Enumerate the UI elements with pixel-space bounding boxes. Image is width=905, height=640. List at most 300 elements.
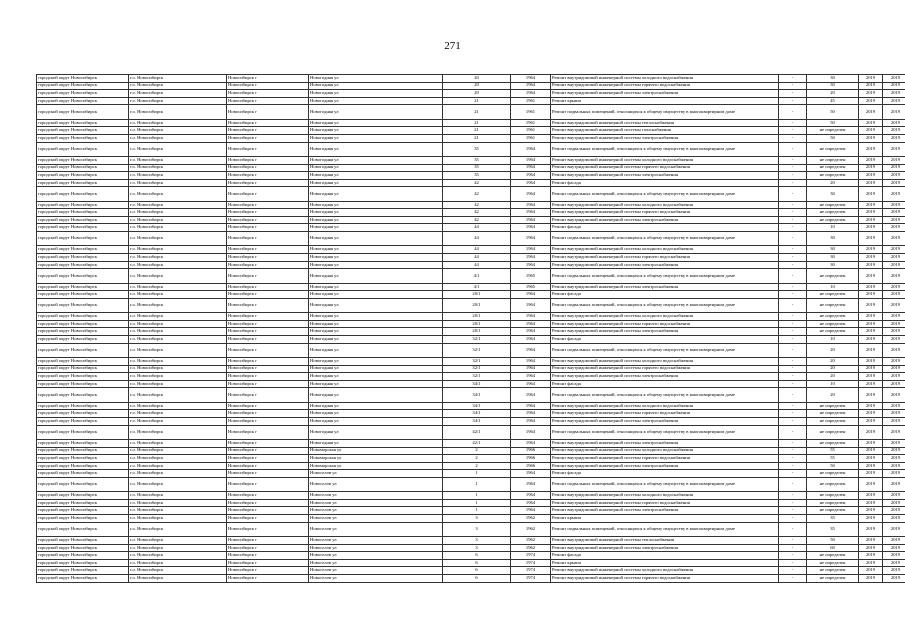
cell-end-year: 2019 [883, 537, 905, 545]
cell-house: 42 [443, 209, 511, 217]
table-row [37, 567, 905, 575]
cell-plan-year: 2019 [859, 156, 883, 164]
cell-work-type: Ремонт внутридомовой инженерной системы холодного водоснабжения [551, 313, 779, 321]
cell-year: 1964 [511, 357, 551, 365]
table-row [37, 320, 905, 328]
cell-street: Новоселов ул [309, 499, 443, 507]
cell-house: 20 [443, 82, 511, 90]
cell-city: Новосибирск г [227, 544, 309, 552]
cell-district: городской округ Новосибирск [37, 298, 129, 312]
table-row [37, 232, 905, 246]
cell-district: городской округ Новосибирск [37, 380, 129, 388]
table-row [37, 507, 905, 515]
cell-city: Новосибирск г [227, 499, 309, 507]
cell-cost: 50 [807, 105, 859, 119]
cell-house: 34/1 [443, 380, 511, 388]
cell-cost: 50 [807, 134, 859, 142]
table-row [37, 172, 905, 180]
cell-house: 20/1 [443, 291, 511, 299]
cell-city: Новосибирск г [227, 365, 309, 373]
cell-extra: - [779, 388, 807, 402]
cell-extra: - [779, 515, 807, 523]
cell-municipality: г.о. Новосибирск [129, 232, 227, 246]
cell-municipality: г.о. Новосибирск [129, 417, 227, 425]
cell-year: 1964 [511, 201, 551, 209]
cell-cost: не определен [807, 425, 859, 439]
cell-work-type: Ремонт подвальных помещений, относящихся к общему имуществу в многоквартирном доме [551, 522, 779, 536]
cell-house: 32/1 [443, 343, 511, 357]
cell-cost: 20 [807, 365, 859, 373]
cell-cost: 55 [807, 455, 859, 463]
cell-plan-year: 2019 [859, 172, 883, 180]
table-row [37, 291, 905, 299]
cell-work-type: Ремонт крыши [551, 97, 779, 105]
cell-municipality: г.о. Новосибирск [129, 522, 227, 536]
cell-district: городской округ Новосибирск [37, 75, 129, 83]
cell-house: 32/1 [443, 373, 511, 381]
cell-municipality: г.о. Новосибирск [129, 575, 227, 583]
cell-plan-year: 2019 [859, 357, 883, 365]
cell-end-year: 2019 [883, 142, 905, 156]
table-row [37, 447, 905, 455]
cell-year: 1964 [511, 477, 551, 491]
cell-year: 1964 [511, 492, 551, 500]
cell-house: 44 [443, 232, 511, 246]
cell-street: Новоселов ул [309, 507, 443, 515]
table-row [37, 90, 905, 98]
cell-district: городской округ Новосибирск [37, 417, 129, 425]
cell-district: городской округ Новосибирск [37, 254, 129, 262]
cell-work-type: Ремонт фасада [551, 552, 779, 560]
cell-plan-year: 2019 [859, 97, 883, 105]
cell-district: городской округ Новосибирск [37, 447, 129, 455]
cell-year: 1964 [511, 343, 551, 357]
cell-city: Новосибирск г [227, 552, 309, 560]
cell-street: Новоселов ул [309, 559, 443, 567]
cell-work-type: Ремонт внутридомовой инженерной системы электроснабжения [551, 283, 779, 291]
table-row [37, 439, 905, 447]
cell-house: 4/1 [443, 283, 511, 291]
cell-street: Новогодняя ул [309, 232, 443, 246]
cell-district: городской округ Новосибирск [37, 575, 129, 583]
cell-end-year: 2019 [883, 82, 905, 90]
cell-district: городской округ Новосибирск [37, 455, 129, 463]
cell-plan-year: 2019 [859, 365, 883, 373]
cell-extra: - [779, 567, 807, 575]
cell-work-type: Ремонт внутридомовой инженерной системы электроснабжения [551, 90, 779, 98]
cell-year: 1962 [511, 537, 551, 545]
cell-extra: - [779, 209, 807, 217]
cell-year: 1964 [511, 172, 551, 180]
table-row [37, 209, 905, 217]
cell-district: городской округ Новосибирск [37, 537, 129, 545]
cell-house: 42 [443, 179, 511, 187]
cell-cost: не определен [807, 439, 859, 447]
cell-street: Новоселов ул [309, 544, 443, 552]
cell-plan-year: 2019 [859, 537, 883, 545]
cell-work-type: Ремонт внутридомовой инженерной системы теплоснабжения [551, 119, 779, 127]
cell-end-year: 2019 [883, 455, 905, 463]
cell-extra: - [779, 343, 807, 357]
cell-district: городской округ Новосибирск [37, 156, 129, 164]
cell-end-year: 2019 [883, 313, 905, 321]
cell-cost: 20 [807, 179, 859, 187]
cell-street: Новогодняя ул [309, 216, 443, 224]
cell-year: 1964 [511, 373, 551, 381]
cell-municipality: г.о. Новосибирск [129, 425, 227, 439]
cell-year: 1964 [511, 388, 551, 402]
cell-plan-year: 2019 [859, 216, 883, 224]
cell-cost: 60 [807, 544, 859, 552]
cell-extra: - [779, 336, 807, 344]
cell-district: городской округ Новосибирск [37, 470, 129, 478]
cell-cost: 30 [807, 75, 859, 83]
cell-municipality: г.о. Новосибирск [129, 127, 227, 135]
cell-plan-year: 2019 [859, 298, 883, 312]
table-row [37, 224, 905, 232]
cell-city: Новосибирск г [227, 97, 309, 105]
table-row [37, 410, 905, 418]
table-row [37, 216, 905, 224]
cell-work-type: Ремонт внутридомовой инженерной системы электроснабжения [551, 417, 779, 425]
cell-extra: - [779, 462, 807, 470]
cell-year: 1974 [511, 552, 551, 560]
cell-plan-year: 2019 [859, 417, 883, 425]
cell-end-year: 2019 [883, 388, 905, 402]
table-row [37, 82, 905, 90]
cell-city: Новосибирск г [227, 402, 309, 410]
cell-municipality: г.о. Новосибирск [129, 224, 227, 232]
cell-street: Новогодняя ул [309, 380, 443, 388]
cell-district: городской округ Новосибирск [37, 343, 129, 357]
cell-cost: 30 [807, 232, 859, 246]
cell-cost: 30 [807, 187, 859, 201]
cell-work-type: Ремонт внутридомовой инженерной системы горячего водоснабжения [551, 320, 779, 328]
cell-street: Новогодняя ул [309, 97, 443, 105]
cell-municipality: г.о. Новосибирск [129, 336, 227, 344]
cell-city: Новосибирск г [227, 119, 309, 127]
cell-year: 1961 [511, 127, 551, 135]
cell-plan-year: 2019 [859, 515, 883, 523]
cell-street: Новогодняя ул [309, 373, 443, 381]
cell-city: Новосибирск г [227, 254, 309, 262]
cell-cost: не определен [807, 313, 859, 321]
cell-extra: - [779, 283, 807, 291]
table-row [37, 552, 905, 560]
cell-work-type: Ремонт подвальных помещений, относящихся к общему имуществу в многоквартирном доме [551, 343, 779, 357]
cell-city: Новосибирск г [227, 343, 309, 357]
cell-street: Новоселов ул [309, 575, 443, 583]
cell-end-year: 2019 [883, 507, 905, 515]
cell-city: Новосибирск г [227, 313, 309, 321]
page-number: 271 [444, 40, 461, 52]
cell-plan-year: 2019 [859, 507, 883, 515]
cell-extra: - [779, 105, 807, 119]
cell-street: Новогодняя ул [309, 365, 443, 373]
cell-house: 44 [443, 254, 511, 262]
cell-extra: - [779, 365, 807, 373]
cell-extra: - [779, 477, 807, 491]
cell-city: Новосибирск г [227, 179, 309, 187]
cell-municipality: г.о. Новосибирск [129, 439, 227, 447]
cell-street: Новогодняя ул [309, 439, 443, 447]
cell-work-type: Ремонт подвальных помещений, относящихся к общему имуществу в многоквартирном доме [551, 187, 779, 201]
cell-municipality: г.о. Новосибирск [129, 90, 227, 98]
cell-extra: - [779, 455, 807, 463]
cell-plan-year: 2019 [859, 134, 883, 142]
cell-cost: не определен [807, 320, 859, 328]
cell-street: Новогодняя ул [309, 410, 443, 418]
cell-plan-year: 2019 [859, 313, 883, 321]
cell-year: 1974 [511, 559, 551, 567]
cell-municipality: г.о. Новосибирск [129, 365, 227, 373]
cell-end-year: 2019 [883, 373, 905, 381]
cell-district: городской округ Новосибирск [37, 172, 129, 180]
table-row [37, 515, 905, 523]
cell-cost: не определен [807, 328, 859, 336]
cell-end-year: 2019 [883, 172, 905, 180]
cell-municipality: г.о. Новосибирск [129, 462, 227, 470]
cell-street: Новогодняя ул [309, 291, 443, 299]
cell-cost: 30 [807, 82, 859, 90]
table-row [37, 269, 905, 283]
cell-work-type: Ремонт подвальных помещений, относящихся к общему имуществу в многоквартирном доме [551, 388, 779, 402]
cell-district: городской округ Новосибирск [37, 261, 129, 269]
cell-municipality: г.о. Новосибирск [129, 357, 227, 365]
cell-year: 1964 [511, 291, 551, 299]
repair-schedule-table [36, 74, 905, 583]
cell-house: 3 [443, 537, 511, 545]
cell-street: Новогодняя ул [309, 187, 443, 201]
cell-end-year: 2019 [883, 544, 905, 552]
cell-house: 42/1 [443, 439, 511, 447]
cell-plan-year: 2019 [859, 90, 883, 98]
cell-cost: не определен [807, 567, 859, 575]
cell-city: Новосибирск г [227, 156, 309, 164]
cell-street: Новоселов ул [309, 477, 443, 491]
table-row [37, 127, 905, 135]
cell-city: Новосибирск г [227, 462, 309, 470]
cell-street: Новогодняя ул [309, 388, 443, 402]
cell-district: городской округ Новосибирск [37, 313, 129, 321]
cell-city: Новосибирск г [227, 447, 309, 455]
cell-municipality: г.о. Новосибирск [129, 179, 227, 187]
cell-extra: - [779, 410, 807, 418]
table-row [37, 187, 905, 201]
cell-district: городской округ Новосибирск [37, 507, 129, 515]
cell-district: городской округ Новосибирск [37, 499, 129, 507]
cell-end-year: 2019 [883, 492, 905, 500]
cell-year: 1964 [511, 224, 551, 232]
table-row [37, 402, 905, 410]
cell-work-type: Ремонт внутридомовой инженерной системы электроснабжения [551, 216, 779, 224]
cell-extra: - [779, 447, 807, 455]
cell-year: 1964 [511, 261, 551, 269]
cell-work-type: Ремонт крыши [551, 559, 779, 567]
cell-street: Новоселов ул [309, 470, 443, 478]
cell-city: Новосибирск г [227, 417, 309, 425]
cell-end-year: 2019 [883, 127, 905, 135]
cell-city: Новосибирск г [227, 298, 309, 312]
cell-street: Новогодняя ул [309, 417, 443, 425]
table-row [37, 246, 905, 254]
cell-end-year: 2019 [883, 470, 905, 478]
cell-district: городской округ Новосибирск [37, 134, 129, 142]
cell-work-type: Ремонт внутридомовой инженерной системы электроснабжения [551, 439, 779, 447]
table-row [37, 380, 905, 388]
cell-extra: - [779, 522, 807, 536]
table-row [37, 470, 905, 478]
cell-cost: 50 [807, 119, 859, 127]
cell-street: Новогодняя ул [309, 402, 443, 410]
cell-work-type: Ремонт подвальных помещений, относящихся к общему имуществу в многоквартирном доме [551, 142, 779, 156]
cell-plan-year: 2019 [859, 320, 883, 328]
cell-year: 1964 [511, 380, 551, 388]
cell-year: 1966 [511, 455, 551, 463]
cell-year: 1964 [511, 298, 551, 312]
cell-house: 35 [443, 172, 511, 180]
cell-district: городской округ Новосибирск [37, 105, 129, 119]
cell-extra: - [779, 224, 807, 232]
cell-extra: - [779, 179, 807, 187]
cell-cost: 20 [807, 357, 859, 365]
cell-street: Новогодняя ул [309, 201, 443, 209]
cell-street: Новогодняя ул [309, 119, 443, 127]
cell-end-year: 2019 [883, 105, 905, 119]
cell-city: Новосибирск г [227, 269, 309, 283]
table-row [37, 455, 905, 463]
cell-work-type: Ремонт внутридомовой инженерной системы электроснабжения [551, 507, 779, 515]
cell-house: 44 [443, 261, 511, 269]
cell-year: 1964 [511, 365, 551, 373]
cell-municipality: г.о. Новосибирск [129, 313, 227, 321]
cell-work-type: Ремонт крыши [551, 515, 779, 523]
cell-cost: 10 [807, 283, 859, 291]
cell-city: Новосибирск г [227, 320, 309, 328]
cell-district: городской округ Новосибирск [37, 97, 129, 105]
cell-house: 6 [443, 567, 511, 575]
cell-plan-year: 2019 [859, 402, 883, 410]
cell-street: Новогодняя ул [309, 343, 443, 357]
table-row [37, 492, 905, 500]
cell-house: 1 [443, 477, 511, 491]
cell-municipality: г.о. Новосибирск [129, 105, 227, 119]
cell-house: 1 [443, 492, 511, 500]
cell-extra: - [779, 75, 807, 83]
cell-year: 1964 [511, 164, 551, 172]
cell-work-type: Ремонт внутридомовой инженерной системы холодного водоснабжения [551, 402, 779, 410]
cell-house: 6 [443, 552, 511, 560]
cell-plan-year: 2019 [859, 119, 883, 127]
cell-extra: - [779, 164, 807, 172]
cell-extra: - [779, 537, 807, 545]
table-row [37, 119, 905, 127]
cell-city: Новосибирск г [227, 515, 309, 523]
cell-plan-year: 2019 [859, 477, 883, 491]
cell-house: 42/1 [443, 425, 511, 439]
cell-cost: не определен [807, 156, 859, 164]
cell-work-type: Ремонт внутридомовой инженерной системы горячего водоснабжения [551, 365, 779, 373]
cell-municipality: г.о. Новосибирск [129, 402, 227, 410]
cell-street: Новогодняя ул [309, 75, 443, 83]
cell-end-year: 2019 [883, 179, 905, 187]
cell-cost: 45 [807, 97, 859, 105]
cell-street: Новоселов ул [309, 515, 443, 523]
cell-cost: не определен [807, 142, 859, 156]
cell-municipality: г.о. Новосибирск [129, 552, 227, 560]
cell-plan-year: 2019 [859, 544, 883, 552]
cell-cost: не определен [807, 127, 859, 135]
cell-extra: - [779, 90, 807, 98]
cell-work-type: Ремонт внутридомовой инженерной системы электроснабжения [551, 172, 779, 180]
cell-municipality: г.о. Новосибирск [129, 343, 227, 357]
cell-year: 1964 [511, 246, 551, 254]
cell-end-year: 2019 [883, 559, 905, 567]
table-row [37, 201, 905, 209]
table-row [37, 388, 905, 402]
cell-city: Новосибирск г [227, 410, 309, 418]
cell-cost: не определен [807, 172, 859, 180]
cell-municipality: г.о. Новосибирск [129, 373, 227, 381]
cell-district: городской округ Новосибирск [37, 90, 129, 98]
table-row [37, 417, 905, 425]
cell-plan-year: 2019 [859, 269, 883, 283]
cell-extra: - [779, 134, 807, 142]
cell-cost: не определен [807, 559, 859, 567]
cell-end-year: 2019 [883, 216, 905, 224]
cell-year: 1965 [511, 269, 551, 283]
cell-street: Новогодняя ул [309, 164, 443, 172]
cell-plan-year: 2019 [859, 82, 883, 90]
cell-end-year: 2019 [883, 119, 905, 127]
cell-year: 1964 [511, 82, 551, 90]
cell-year: 1964 [511, 439, 551, 447]
cell-cost: не определен [807, 410, 859, 418]
cell-cost: 20 [807, 90, 859, 98]
cell-city: Новосибирск г [227, 575, 309, 583]
cell-end-year: 2019 [883, 357, 905, 365]
cell-work-type: Ремонт внутридомовой инженерной системы холодного водоснабжения [551, 246, 779, 254]
cell-work-type: Ремонт внутридомовой инженерной системы теплоснабжения [551, 537, 779, 545]
cell-work-type: Ремонт внутридомовой инженерной системы горячего водоснабжения [551, 410, 779, 418]
cell-cost: 55 [807, 447, 859, 455]
cell-cost: не определен [807, 291, 859, 299]
cell-year: 1964 [511, 216, 551, 224]
cell-plan-year: 2019 [859, 447, 883, 455]
cell-extra: - [779, 492, 807, 500]
cell-municipality: г.о. Новосибирск [129, 142, 227, 156]
cell-year: 1964 [511, 313, 551, 321]
cell-house: 20 [443, 90, 511, 98]
cell-plan-year: 2019 [859, 343, 883, 357]
cell-year: 1964 [511, 499, 551, 507]
cell-year: 1961 [511, 119, 551, 127]
cell-end-year: 2019 [883, 462, 905, 470]
cell-house: 2 [443, 462, 511, 470]
cell-plan-year: 2019 [859, 575, 883, 583]
cell-city: Новосибирск г [227, 357, 309, 365]
cell-street: Новогодняя ул [309, 142, 443, 156]
cell-work-type: Ремонт внутридомовой инженерной системы горячего водоснабжения [551, 254, 779, 262]
cell-year: 1964 [511, 425, 551, 439]
cell-city: Новосибирск г [227, 127, 309, 135]
cell-house: 44 [443, 224, 511, 232]
cell-house: 32/1 [443, 365, 511, 373]
cell-district: городской округ Новосибирск [37, 82, 129, 90]
cell-house: 3 [443, 544, 511, 552]
cell-plan-year: 2019 [859, 559, 883, 567]
cell-plan-year: 2019 [859, 455, 883, 463]
